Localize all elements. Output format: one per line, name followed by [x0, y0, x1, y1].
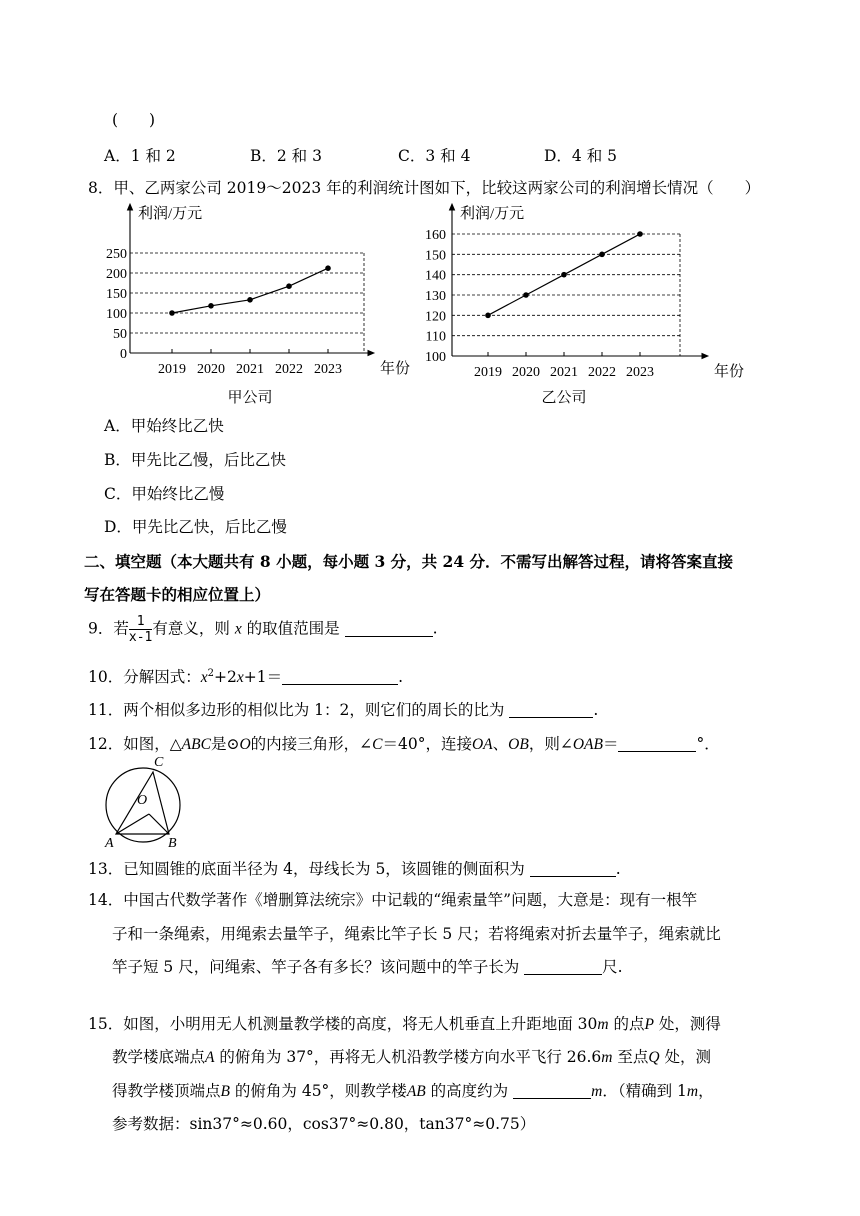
chart-jia-company [98, 198, 418, 404]
q7-option-d: D．4 和 5 [544, 147, 618, 165]
y-tick-label: 160 [425, 228, 446, 243]
x-tick-label: 2020 [197, 362, 225, 377]
y-axis-label: 利润/万元 [138, 206, 203, 222]
y-tick-label: 140 [425, 268, 446, 284]
q15-point-p: P [644, 1016, 654, 1033]
q13-text: 13．已知圆锥的底面半径为 4，母线长为 5，该圆锥的侧面积为 [88, 860, 525, 878]
q10-prefix: 10．分解因式： [88, 668, 201, 686]
q9-post: 的取值范围是 [246, 619, 340, 638]
q12-end: °． [696, 735, 720, 753]
q15-l2-b: 的俯角为 37°，再将无人机沿教学楼方向水平飞行 26.6 [214, 1048, 602, 1066]
q14-line2: 子和一条绳索，用绳索去量竿子，绳索比竿子长 5 尺；若将绳索对折去量竿子，绳索就比 [112, 925, 721, 943]
q14-line3 [112, 955, 623, 977]
label-o: O [137, 793, 148, 808]
x-tick-label: 2021 [550, 365, 578, 380]
q7-option-c: C．3 和 4 [398, 147, 471, 165]
chart-yi-company [418, 198, 745, 406]
q15-segment-ab: AB [406, 1083, 426, 1100]
q14-unit: 尺. [602, 958, 623, 976]
y-tick-label: 130 [425, 289, 446, 304]
q9-prefix: 9．若 [88, 619, 129, 638]
y-tick-label: 150 [106, 287, 127, 302]
q15-l3-c: 的高度约为 [425, 1082, 509, 1100]
q13 [88, 857, 621, 879]
q10-x2: x [236, 669, 244, 686]
q15-l3-d: ．（精确到 1 [602, 1082, 687, 1100]
q15-l2-a: 教学楼底端点 [112, 1048, 206, 1066]
x-tick-label: 2019 [474, 365, 502, 380]
q12-text-e: ，则∠ [528, 735, 573, 753]
q14-line3-text: 竿子短 5 尺，问绳索、竿子各有多长？该问题中的竿子长为 [112, 958, 520, 976]
q15-line3 [112, 1079, 714, 1101]
y-tick-label: 100 [425, 350, 446, 365]
q11-answer-blank[interactable] [509, 701, 593, 718]
q10 [88, 665, 403, 687]
data-point [523, 292, 529, 298]
y-tick-label: 50 [113, 327, 127, 342]
q15-line2 [112, 1045, 711, 1067]
q7-option-a: A．1 和 2 [104, 147, 176, 165]
q12-circle-figure [96, 754, 196, 851]
data-point [286, 283, 292, 289]
q15-l1-a: 15．如图，小明用无人机测量教学楼的高度，将无人机垂直上升距地面 30 [88, 1015, 598, 1033]
segment-oa [116, 814, 149, 834]
q15-unit-m1: m [597, 1016, 609, 1033]
data-point [169, 310, 175, 316]
q15-l3-e: ， [698, 1082, 714, 1100]
q10-end: . [398, 668, 404, 686]
q15-answer-blank[interactable] [513, 1082, 591, 1099]
q10-exponent: 2 [207, 667, 214, 679]
q8-option-c: C．甲始终比乙慢 [104, 485, 225, 503]
q15-l1-b: 的点 [608, 1015, 645, 1033]
q12 [88, 732, 720, 754]
x-tick-label: 2019 [158, 362, 186, 377]
q14-answer-blank[interactable] [524, 958, 602, 975]
q12-text-f: ＝ [602, 735, 619, 753]
y-tick-label: 200 [106, 267, 127, 282]
q9-variable: x [234, 620, 242, 638]
y-tick-label: 100 [106, 307, 127, 322]
q12-ob: OB [508, 736, 529, 753]
data-point [599, 252, 605, 258]
y-tick-label: 110 [425, 329, 446, 345]
q12-triangle-abc: ABC [181, 736, 211, 753]
q10-plus2: +2 [214, 668, 237, 686]
q14-line1: 14．中国古代数学著作《增删算法统宗》中记载的“绳索量竿”问题，大意是：现有一根竿 [88, 891, 698, 909]
q12-angle-c: C [372, 736, 383, 753]
y-tick-label: 250 [106, 247, 127, 262]
section2-heading-line1: 二、填空题（本大题共有 8 小题，每小题 3 分，共 24 分．不需写出解答过程，请将答案直接 [84, 552, 734, 571]
q13-end: . [615, 860, 621, 878]
q15-unit-m4: m [686, 1083, 699, 1100]
q12-text-c: 的内接三角形，∠ [250, 735, 373, 753]
q12-text-d: ＝40°，连接 [382, 735, 472, 753]
series-line [172, 268, 328, 313]
q15-l2-d: 处，测 [659, 1048, 712, 1066]
q15-l3-b: 的俯角为 45°，则教学楼 [229, 1082, 407, 1100]
section2-heading-line2: 写在答题卡的相应位置上） [84, 585, 271, 604]
x-tick-label: 2022 [275, 362, 303, 377]
q12-answer-blank[interactable] [618, 735, 696, 752]
q10-answer-blank[interactable] [282, 668, 398, 685]
q12-circle-o: O [239, 736, 251, 753]
data-point [208, 303, 214, 309]
x-tick-label: 2020 [512, 365, 540, 380]
q9-answer-blank[interactable] [345, 620, 433, 637]
x-tick-label: 2022 [588, 365, 616, 380]
label-b: B [168, 836, 177, 851]
q9-denominator: x-1 [128, 630, 153, 645]
q15-unit-m2: m [601, 1049, 613, 1066]
q15-l3-a: 得教学楼顶端点 [112, 1082, 221, 1100]
q15-unit-m3: m [591, 1083, 603, 1100]
q9-fraction [129, 614, 152, 645]
q12-angle-oab: OAB [572, 736, 603, 753]
x-tick-label: 2023 [626, 365, 654, 380]
q7-option-b: B．2 和 3 [250, 147, 322, 165]
q15-point-b: B [220, 1083, 230, 1100]
data-point [637, 231, 643, 237]
y-axis-label: 利润/万元 [460, 206, 525, 222]
x-tick-label: 2021 [236, 362, 264, 377]
q10-plus1-eq: +1＝ [243, 668, 283, 686]
q8-option-b: B．甲先比乙慢，后比乙快 [104, 451, 286, 469]
q8-stem: 8．甲、乙两家公司 2019～2023 年的利润统计图如下，比较这两家公司的利润增长情况（ ） [88, 179, 761, 197]
data-point [561, 272, 567, 278]
data-point [325, 265, 331, 271]
q9 [88, 614, 438, 645]
q12-oa: OA [471, 736, 493, 753]
x-axis-label: 年份 [714, 364, 745, 380]
q10-x1: x [200, 669, 208, 686]
label-a: A [105, 836, 114, 851]
q12-sep: 、 [492, 735, 509, 753]
q8-option-a: A．甲始终比乙快 [104, 417, 224, 435]
x-axis-label: 年份 [380, 361, 411, 377]
q15-line4: 参考数据：sin37°≈0.60，cos37°≈0.80，tan37°≈0.75） [112, 1115, 536, 1133]
y-tick-label: 120 [425, 309, 446, 325]
q9-mid: 有意义，则 [152, 619, 230, 638]
q15-point-a: A [205, 1049, 215, 1066]
q9-numerator: 1 [129, 614, 152, 630]
q11 [88, 698, 598, 720]
data-point [485, 313, 491, 319]
q13-answer-blank[interactable] [530, 860, 616, 877]
label-c: C [154, 755, 164, 770]
q12-text-b: 是⊙ [210, 735, 240, 753]
q9-end: . [432, 619, 438, 638]
q12-text-a: 12．如图，△ [88, 735, 182, 753]
q15-point-q: Q [648, 1049, 660, 1066]
chart-title: 乙公司 [541, 390, 587, 406]
q15-line1 [88, 1012, 721, 1034]
q11-end: . [593, 701, 599, 719]
x-tick-label: 2023 [314, 362, 342, 377]
q11-text: 11．两个相似多边形的相似比为 1：2，则它们的周长的比为 [88, 701, 505, 719]
q15-l1-c: 处，测得 [654, 1015, 721, 1033]
chart-title: 甲公司 [227, 390, 273, 406]
y-tick-label: 0 [120, 347, 127, 362]
data-point [247, 297, 253, 303]
q15-l2-c: 至点 [612, 1048, 649, 1066]
q8-option-d: D．甲先比乙快，后比乙慢 [104, 518, 287, 536]
q7-answer-bracket: ( ) [112, 111, 156, 129]
y-tick-label: 150 [425, 248, 446, 264]
